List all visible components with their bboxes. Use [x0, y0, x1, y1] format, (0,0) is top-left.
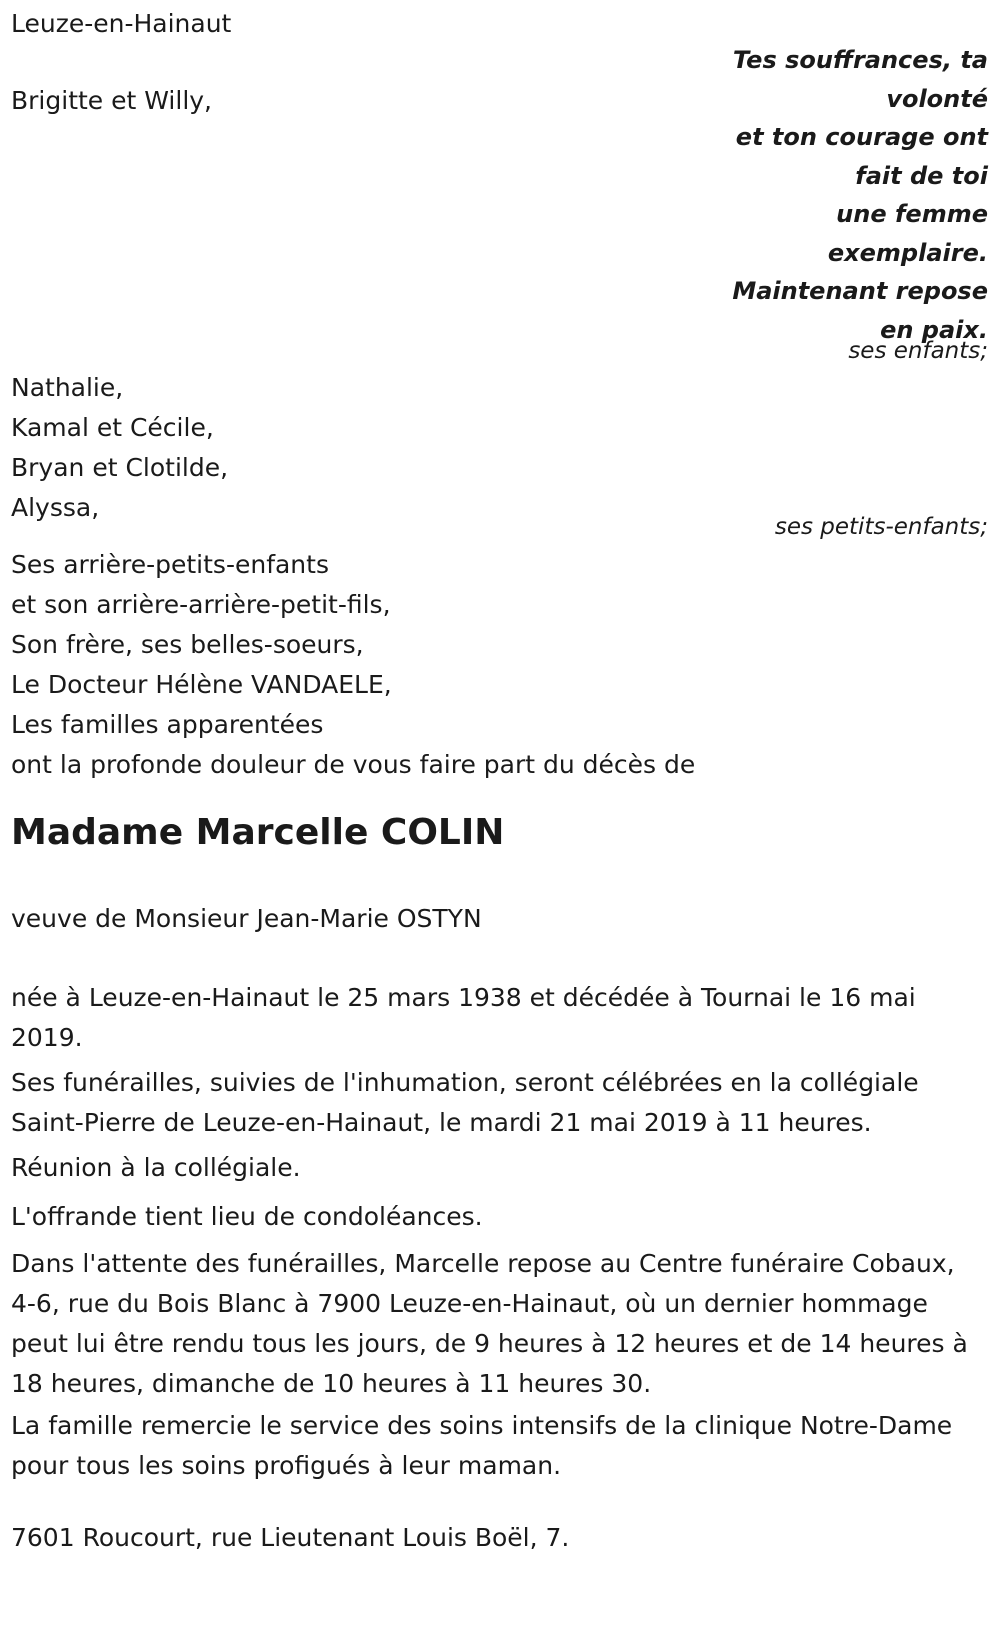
poem-line: Tes souffrances, ta	[732, 46, 988, 74]
family-line: Les familles apparentées	[11, 710, 324, 739]
family-line: Ses arrière-petits-enfants	[11, 550, 329, 579]
grandchild-name: Alyssa,	[11, 493, 100, 522]
poem-line: fait de toi	[855, 161, 988, 190]
offering-paragraph: L'offrande tient lieu de condoléances.	[11, 1202, 483, 1231]
thanks-paragraph: La famille remercie le service des soins intensifs de la clinique Notre-Dame pour tous les soins profigués à leur maman.	[11, 1411, 953, 1480]
family-list	[11, 545, 695, 785]
grandchild-name: Bryan et Clotilde,	[11, 453, 229, 482]
grandchild-name: Kamal et Cécile,	[11, 413, 214, 442]
poem-line: Maintenant repose	[732, 277, 988, 305]
reunion-paragraph: Réunion à la collégiale.	[11, 1153, 301, 1182]
poem-line: et ton courage ont	[735, 123, 988, 151]
poem-line: une femme	[836, 200, 988, 228]
poem-line: volonté	[886, 84, 988, 113]
poem-line: en paix.	[880, 315, 988, 344]
deceased-name: Madame Marcelle COLIN	[11, 812, 505, 853]
family-line: et son arrière-arrière-petit-fils,	[11, 590, 391, 619]
children-signature: ses enfants;	[848, 338, 988, 364]
grandchildren-signature: ses petits-enfants;	[774, 514, 988, 540]
poem-line: exemplaire.	[827, 238, 988, 267]
address-line: 7601 Roucourt, rue Lieutenant Louis Boël, 7.	[11, 1523, 570, 1552]
widow-line: veuve de Monsieur Jean-Marie OSTYN	[11, 904, 482, 933]
grandchildren-list	[11, 368, 228, 528]
funeral-paragraph: Ses funérailles, suivies de l'inhumation, seront célébrées en la collégiale Saint-Pierre de Leuze-en-Hainaut, le mardi 21 mai 2019 à 11 heures.	[11, 1068, 919, 1137]
family-line: ont la profonde douleur de vous faire part du décès de	[11, 750, 696, 779]
family-line: Son frère, ses belles-soeurs,	[11, 630, 364, 659]
location-header: Leuze-en-Hainaut	[11, 9, 232, 38]
poem-quote	[688, 41, 988, 349]
spouse-line: Brigitte et Willy,	[11, 86, 213, 115]
visitation-paragraph: Dans l'attente des funérailles, Marcelle repose au Centre funéraire Cobaux, 4-6, rue du Bois Blanc à 7900 Leuze-en-Hainaut, où un dernier hommage peut lui être rendu tous les jours, de 9 heures à 12 heures et de 14 heures à 18 heures, dimanche de 10 heures à 11 heures 30.	[11, 1249, 968, 1398]
grandchild-name: Nathalie,	[11, 373, 124, 402]
family-line: Le Docteur Hélène VANDAELE,	[11, 670, 392, 699]
birth-death-paragraph: née à Leuze-en-Hainaut le 25 mars 1938 et décédée à Tournai le 16 mai 2019.	[11, 983, 916, 1052]
